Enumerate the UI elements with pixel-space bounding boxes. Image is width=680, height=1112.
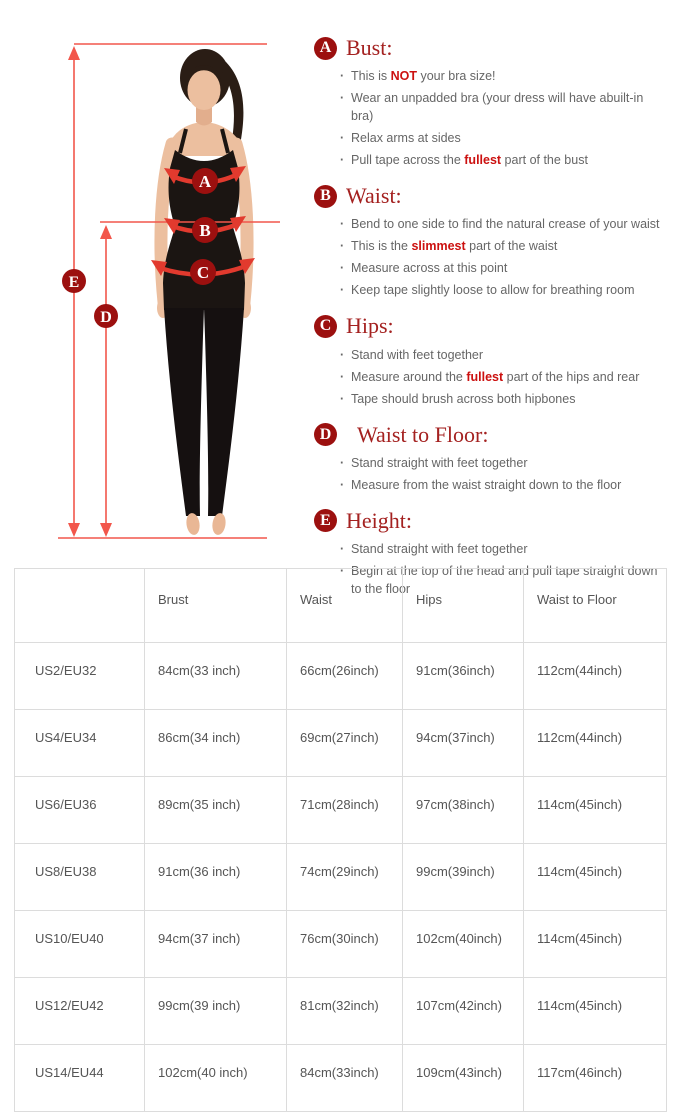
cell-bust: 102cm(40 inch) [145,1045,287,1112]
bullet-highlight: fullest [464,153,502,168]
size-table [14,568,667,1112]
bullet-text: part of the hips and rear [503,369,640,384]
section-hips-heading [314,314,666,338]
table-row [15,777,667,844]
bullet-highlight: fullest [466,369,504,384]
bullet: · Tape should brush across both hipbones [340,391,576,406]
badge-bust: A [198,172,212,191]
hips-letter-badge: C [314,315,337,338]
bust-letter-badge: A [314,37,337,60]
right-leg [204,308,244,516]
cell-waist-to-floor: 117cm(46inch) [524,1045,667,1112]
bullet: · Begin at the top of the head and pull tape straight down to the floor [340,563,658,596]
bullet-highlight: slimmest [411,239,466,254]
header-size [15,569,145,643]
size-table-header-row [15,569,667,643]
cell-waist-to-floor: 112cm(44inch) [524,710,667,777]
model-silhouette [157,49,251,536]
bullet: · Pull tape across the fullest part of the bust [340,153,588,168]
section-waist-to-floor [314,423,666,494]
badge-height: E [68,274,80,291]
cell-waist: 66cm(26inch) [287,643,403,710]
badge-waist: B [199,221,211,240]
table-row [15,911,667,978]
measuring-instructions [314,36,666,613]
bust-bullets [340,67,666,169]
measurement-diagram [0,0,312,560]
model-illustration [0,0,312,560]
table-row [15,710,667,777]
bullet: · Stand straight with feet together [340,455,528,470]
height-title: Height: [346,507,412,533]
cell-size: US6/EU36 [15,777,145,844]
cell-waist: 69cm(27inch) [287,710,403,777]
bullet: · This is the slimmest part of the waist [340,239,558,254]
bust-title: Bust: [346,35,393,60]
bullet-text: Stand straight with feet together [351,455,528,470]
waist-to-floor-bullets [340,454,666,494]
cell-waist-to-floor: 114cm(45inch) [524,978,667,1045]
badge-hips: C [196,263,210,282]
bullet-text: Stand straight with feet together [351,541,528,556]
bullet: · Measure around the fullest part of the hips and rear [340,369,640,384]
height-letter-badge: E [314,509,337,532]
bullet-text: This is the [351,239,412,254]
bullet-text: Pull tape across the [351,153,465,168]
cell-hips: 107cm(42inch) [403,978,524,1045]
header-bust: Brust [145,569,287,643]
cell-waist: 84cm(33inch) [287,1045,403,1112]
table-row [15,643,667,710]
bullet-text: Keep tape slightly loose to allow for breathing room [351,283,635,298]
bullet: · Stand with feet together [340,347,484,362]
bullet: · Wear an unpadded bra (your dress will have abuilt-in bra) [340,91,644,124]
cell-hips: 109cm(43inch) [403,1045,524,1112]
cell-size: US2/EU32 [15,643,145,710]
header-waist: Waist [287,569,403,643]
cell-size: US12/EU42 [15,978,145,1045]
cell-bust: 89cm(35 inch) [145,777,287,844]
bullet-text: Wear an unpadded bra (your dress will have abuilt-in bra) [351,91,644,124]
bullet: · Stand straight with feet together [340,541,528,556]
bullet-text: Measure across at this point [351,261,508,276]
bullet: · Measure from the waist straight down to the floor [340,477,622,492]
waist-title: Waist: [346,183,402,209]
bullet: · Bend to one side to find the natural crease of your waist [340,217,660,232]
bullet-text: Measure from the waist straight down to the floor [351,477,622,492]
section-hips [314,314,666,407]
section-bust-heading [314,36,666,60]
cell-waist: 76cm(30inch) [287,911,403,978]
bullet-text: Stand with feet together [351,347,484,362]
section-bust [314,36,666,169]
cell-bust: 91cm(36 inch) [145,844,287,911]
size-chart [14,568,666,1112]
cell-waist: 71cm(28inch) [287,777,403,844]
waist-to-floor-title: Waist to Floor: [357,421,489,447]
table-row [15,844,667,911]
cell-size: US10/EU40 [15,911,145,978]
cell-hips: 91cm(36inch) [403,643,524,710]
cell-waist-to-floor: 114cm(45inch) [524,777,667,844]
cell-waist: 74cm(29inch) [287,844,403,911]
waist-to-floor-letter-badge: D [314,423,337,446]
badge-waist-to-floor: D [100,309,112,326]
bullet: · This is NOT your bra size! [340,69,496,84]
waist-bullets [340,215,666,299]
cell-waist-to-floor: 114cm(45inch) [524,911,667,978]
cell-waist-to-floor: 114cm(45inch) [524,844,667,911]
section-waist [314,184,666,299]
section-waist-heading [314,184,666,208]
bullet-text: Bend to one side to find the natural crease of your waist [351,217,660,232]
bullet: · Keep tape slightly loose to allow for breathing room [340,283,635,298]
table-row [15,1045,667,1112]
hips-bullets [340,346,666,408]
cell-hips: 97cm(38inch) [403,777,524,844]
waist-letter-badge: B [314,185,337,208]
header-waist-to-floor: Waist to Floor [524,569,667,643]
bullet-text: your bra size! [416,69,496,84]
cell-size: US14/EU44 [15,1045,145,1112]
cell-size: US8/EU38 [15,844,145,911]
section-waist-to-floor-heading [314,423,666,447]
header-hips: Hips [403,569,524,643]
cell-bust: 94cm(37 inch) [145,911,287,978]
hips-title: Hips: [346,313,394,339]
table-row [15,978,667,1045]
cell-hips: 99cm(39inch) [403,844,524,911]
bullet-text: Relax arms at sides [351,131,461,146]
face [188,70,221,110]
cell-waist-to-floor: 112cm(44inch) [524,643,667,710]
section-height-heading [314,509,666,533]
cell-size: US4/EU34 [15,710,145,777]
cell-waist: 81cm(32inch) [287,978,403,1045]
cell-bust: 84cm(33 inch) [145,643,287,710]
cell-hips: 102cm(40inch) [403,911,524,978]
bullet-text: part of the waist [465,239,558,254]
cell-bust: 99cm(39 inch) [145,978,287,1045]
bullet: · Relax arms at sides [340,131,461,146]
left-leg [164,308,204,516]
bullet-text: Begin at the top of the head and pull tape straight down to the floor [351,563,658,596]
bullet-text: part of the bust [501,153,588,168]
bullet-highlight: NOT [390,69,417,84]
bullet-text: Tape should brush across both hipbones [351,391,576,406]
bullet: · Measure across at this point [340,261,508,276]
cell-bust: 86cm(34 inch) [145,710,287,777]
cell-hips: 94cm(37inch) [403,710,524,777]
bullet-text: This is [351,69,391,84]
bullet-text: Measure around the [351,369,467,384]
